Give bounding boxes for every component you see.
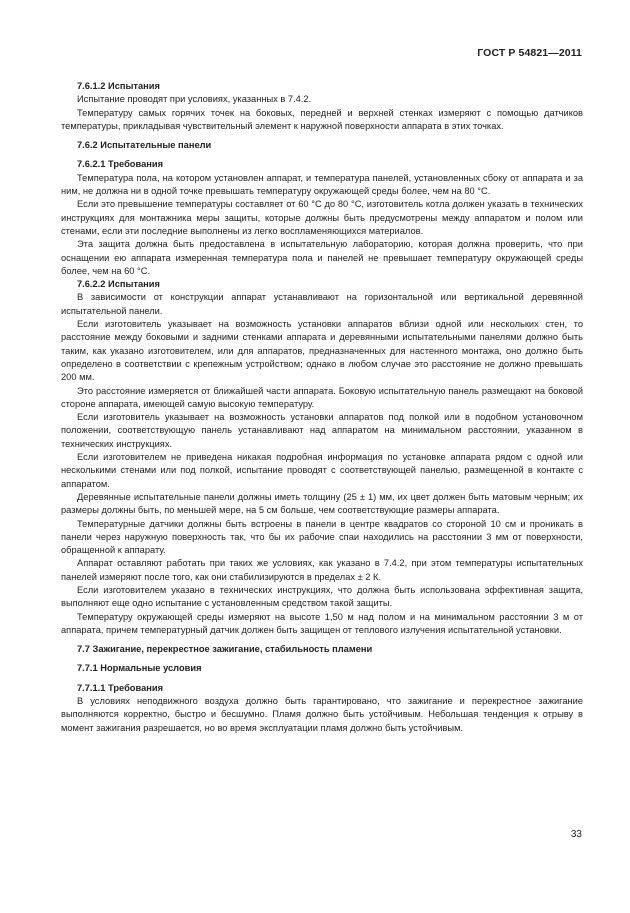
section-heading: 7.6.2.1 Требования (77, 159, 164, 170)
paragraph: Если изготовитель указывает на возможность установки аппаратов вблизи одной или нескольких стен, то расстояние между боковыми и задними стенками аппарата и деревянными испытательными панелями должно быть таким, как указано изготовителем, или для аппаратов, предназначенных для настенного монтажа, оно должно быть определено в соответствии с крепежным устройством; однако в любом случае это расстояние не должно превышать 200 мм. (61, 319, 583, 383)
page-number: 33 (570, 829, 582, 840)
section-heading: 7.7.1.1 Требования (77, 682, 164, 693)
paragraph: Если изготовителем не приведена никакая подробная информация по установке аппарата рядом с одной или несколькими стенами или под полкой, испытание проводят с соответствующей панелью, размещенной в контакте с аппаратом. (61, 452, 583, 489)
standard-header: ГОСТ Р 54821—2011 (477, 47, 582, 59)
paragraph: Испытание проводят при условиях, указанных в 7.4.2. (77, 94, 312, 105)
paragraph: Если изготовитель указывает на возможность установки аппаратов под полкой или в подобном установочном положении, соответствующую панель устанавливают над аппаратом на минимальном расстоянии, указанном в технических инструкциях. (61, 412, 583, 449)
paragraph: Это расстояние измеряется от ближайшей части аппарата. Боковую испытательную панель размещают на боковой стороне аппарата, имеющей самую высокую температуру. (61, 385, 583, 409)
paragraph: В условиях неподвижного воздуха должно быть гарантировано, что зажигание и перекрестное зажигание выполняются корректно, быстро и бесшумно. Пламя должно быть устойчивым. Небольшая тенденция к отрыву в момент зажигания разрешается, но во время эксплуатации пламя должно быть устойчивым. (61, 696, 583, 733)
section-heading: 7.6.1.2 Испытания (77, 81, 160, 91)
section-heading: 7.7 Зажигание, перекрестное зажигание, стабильность пламени (77, 644, 373, 655)
section-heading: 7.6.2 Испытательные панели (77, 140, 212, 151)
paragraph: В зависимости от конструкции аппарат устанавливают на горизонтальной или вертикальной деревянной испытательной панели. (61, 292, 583, 316)
section-heading: 7.7.1 Нормальные условия (77, 663, 202, 674)
paragraph: Температуру окружающей среды измеряют на высоте 1,50 м над полом и на минимальном расстоянии 3 м от аппарата, причем температурный датчик должен быть защищен от теплового излучения испытательной установки. (61, 611, 583, 635)
paragraph: Если изготовителем указано в технических инструкциях, что должна быть использована эффективная защита, выполняют еще одно испытание с установленным средством такой защиты. (61, 584, 583, 609)
paragraph: Температуру самых горячих точек на боковых, передней и верхней стенках измеряют с помощью датчиков температуры, прикладывая чувствительный элемент к наружной поверхности аппарата в этих точках. (61, 107, 583, 131)
paragraph: Если это превышение температуры составляет от 60 °С до 80 °С, изготовитель котла должен указать в технических инструкциях для монтажника меры защиты, которые должны быть предусмотрены между аппаратом и полом или стенами, если эти последние выполнены из легко воспламеняющихся материалов. (61, 199, 583, 236)
paragraph: Температурные датчики должны быть встроены в панели в центре квадратов со стороной 10 см и проникать в панели через наружную поверхность так, что бы их рабочие спаи находились на расстоянии 3 мм от поверхности, обращенной к аппарату. (61, 518, 583, 556)
paragraph: Деревянные испытательные панели должны иметь толщину (25 ± 1) мм, их цвет должен быть матовым черным; их размеры должны быть, по меньшей мере, на 5 см больше, чем соответствующие размеры аппарата. (61, 491, 583, 516)
document-body (61, 80, 583, 735)
paragraph: Температура пола, на котором установлен аппарат, и температура панелей, установленных сбоку от аппарата и за ним, не должна ни в одной точке превышать температуру окружающей среды более, чем на 80 °С. (61, 172, 583, 197)
paragraph: Аппарат оставляют работать при таких же условиях, как указано в 7.4.2, при этом температуры испытательных панелей измеряют после того, как они стабилизируются в пределах ± 2 К. (61, 558, 583, 582)
section-heading: 7.6.2.2 Испытания (77, 279, 160, 290)
paragraph: Эта защита должна быть предоставлена в испытательную лабораторию, которая должна проверить, что при оснащении ею аппарата измеренная температура пола и панелей не превышает температуру окружающей среды более, чем на 60 °С. (61, 239, 583, 276)
